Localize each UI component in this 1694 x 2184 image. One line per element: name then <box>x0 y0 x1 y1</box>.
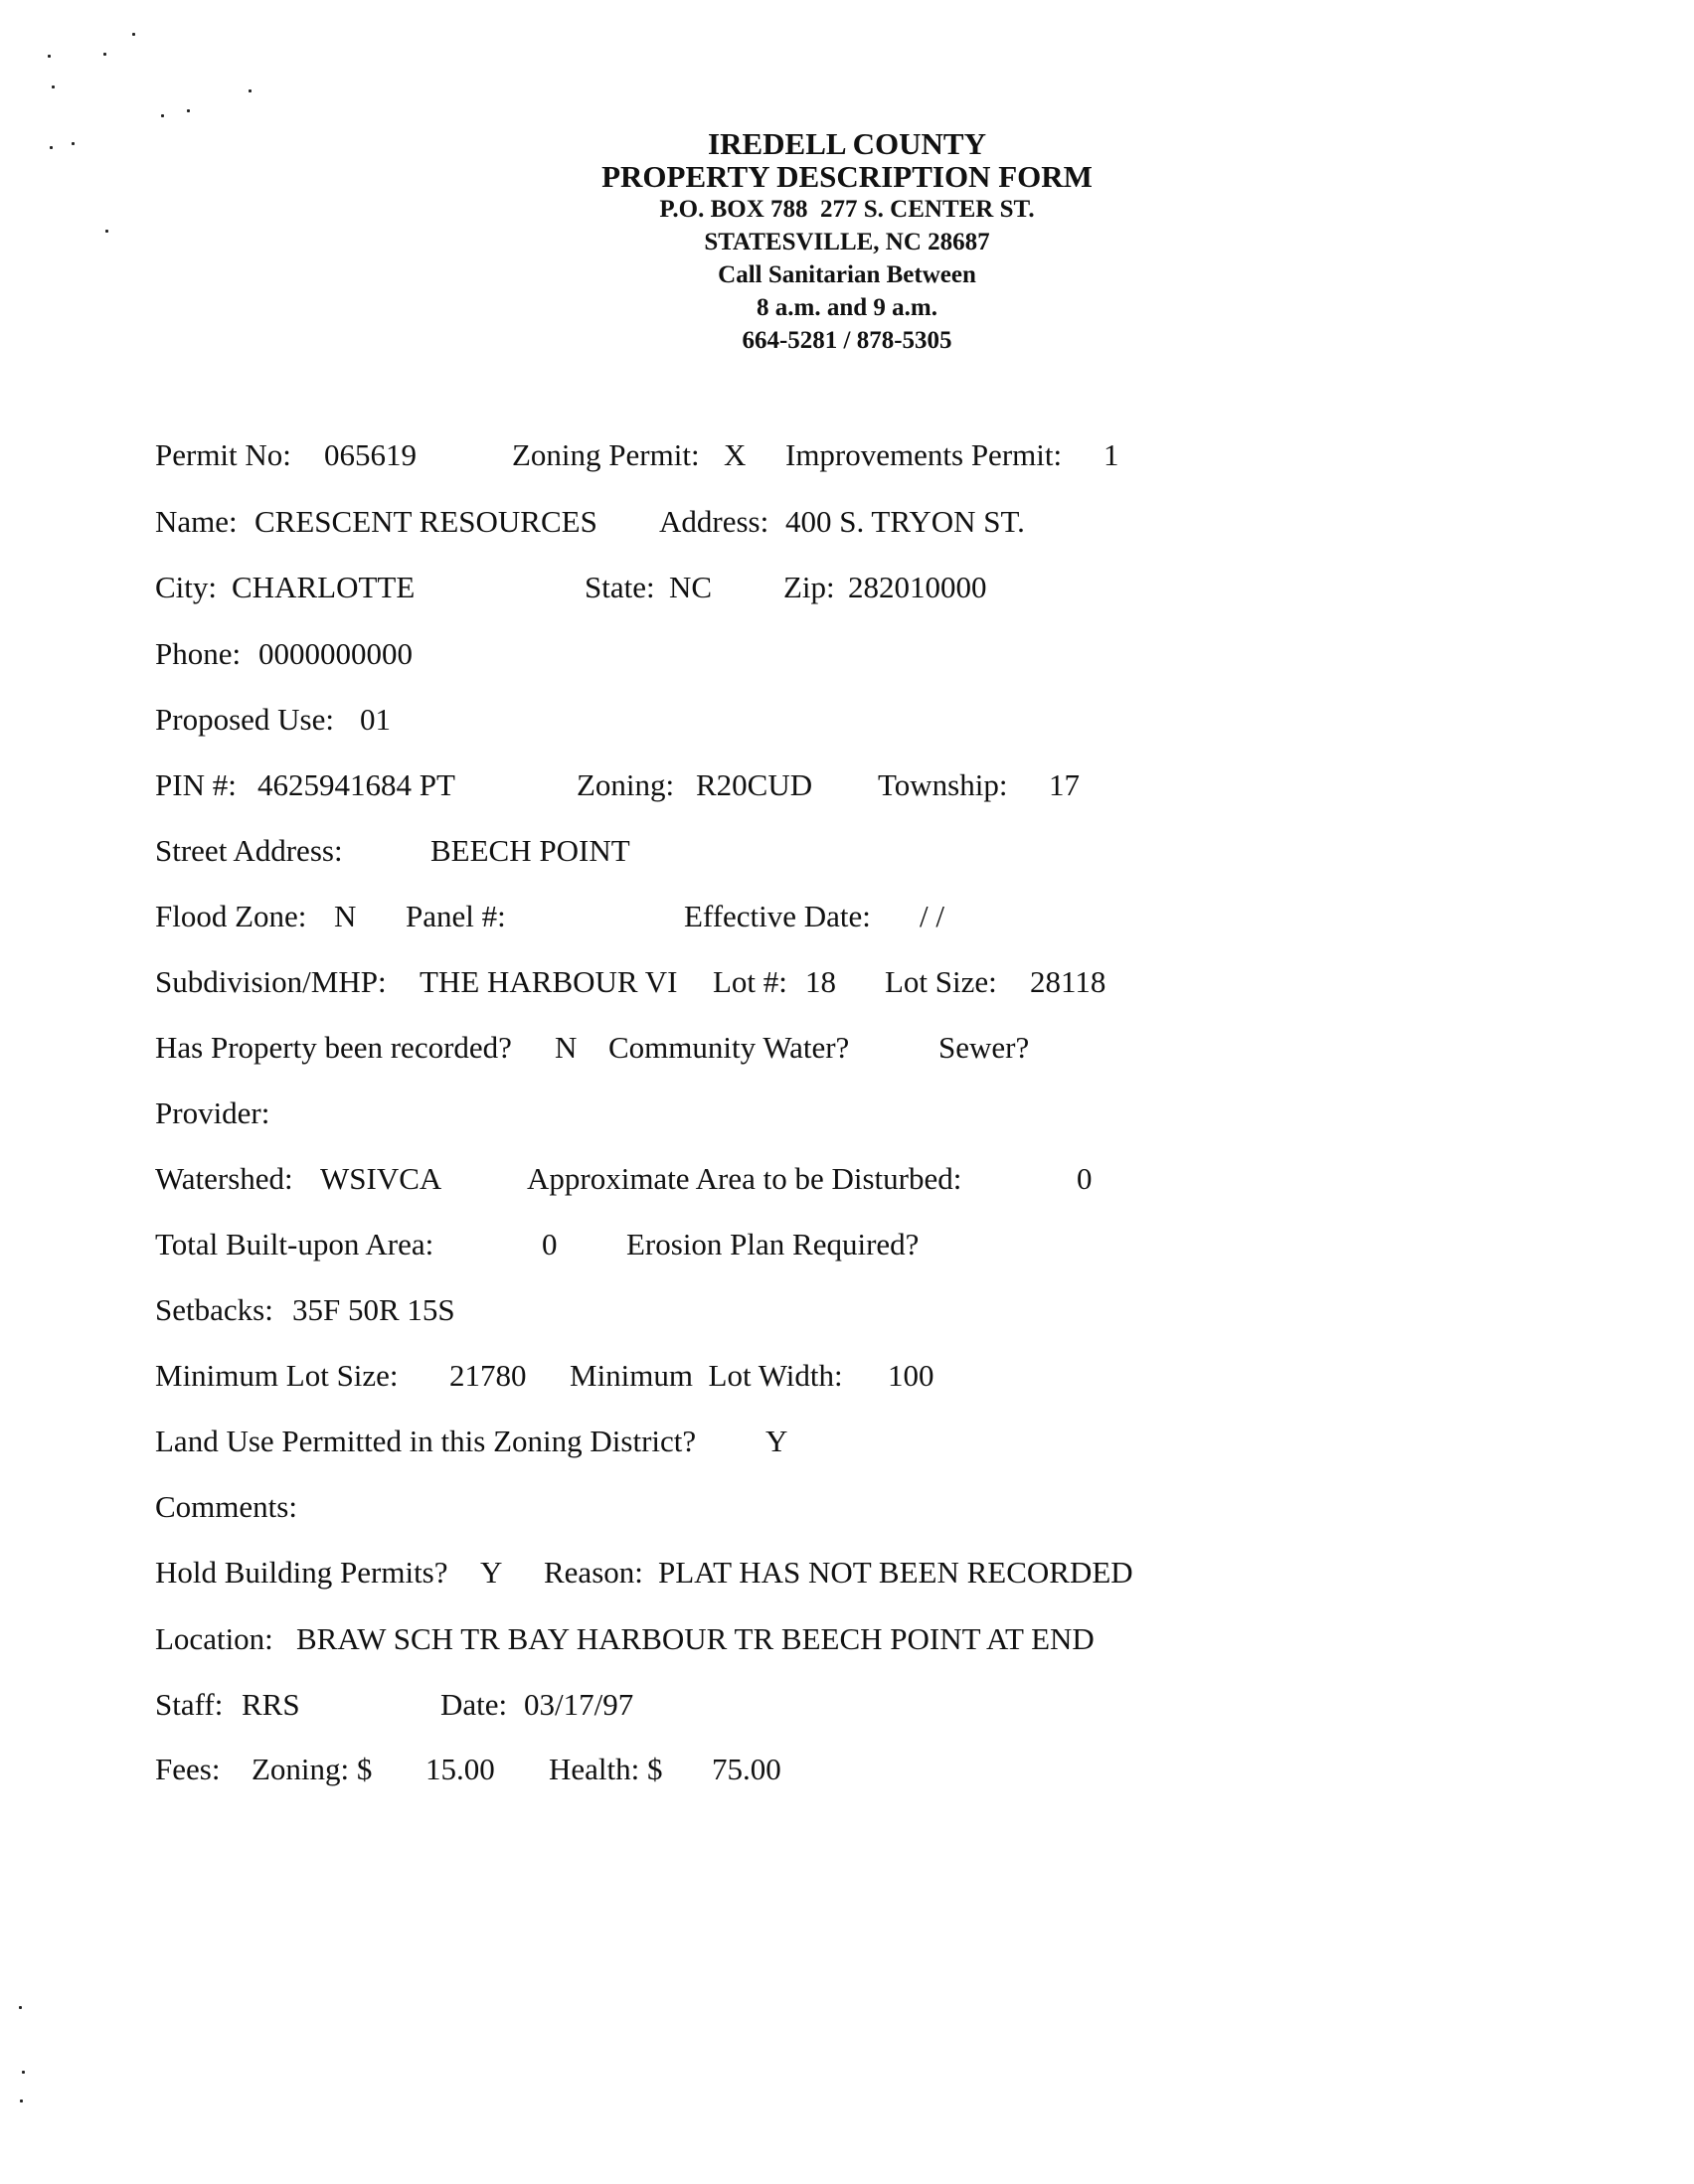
provider-label: Provider: <box>155 1095 270 1130</box>
watershed-label: Watershed: <box>155 1161 293 1196</box>
scan-speck <box>103 53 106 56</box>
row-hold-permits <box>0 1555 1694 1595</box>
area-disturbed-label: Approximate Area to be Disturbed: <box>527 1161 962 1196</box>
recorded-label: Has Property been recorded? <box>155 1030 512 1065</box>
row-proposed-use <box>0 702 1694 742</box>
phone-value: 0000000000 <box>258 636 413 671</box>
scan-speck <box>132 33 135 36</box>
min-lot-width-value: 100 <box>888 1358 934 1393</box>
fees-label: Fees: <box>155 1752 221 1786</box>
row-pin <box>0 767 1694 807</box>
street-address-value: BEECH POINT <box>430 833 630 868</box>
row-land-use <box>0 1424 1694 1463</box>
scan-speck <box>187 109 190 112</box>
lot-size-label: Lot Size: <box>885 964 997 999</box>
setbacks-value: 35F 50R 15S <box>292 1292 455 1327</box>
min-lot-size-label: Minimum Lot Size: <box>155 1358 399 1393</box>
lot-no-value: 18 <box>805 964 836 999</box>
scan-speck <box>72 142 75 145</box>
row-name <box>0 504 1694 544</box>
city-label: City: <box>155 570 218 604</box>
scan-speck <box>19 2006 22 2009</box>
recorded-value: N <box>555 1030 578 1065</box>
state-value: NC <box>669 570 713 604</box>
community-water-label: Community Water? <box>608 1030 850 1065</box>
phone-label: Phone: <box>155 636 242 671</box>
subdivision-value: THE HARBOUR VI <box>420 964 678 999</box>
lot-no-label: Lot #: <box>713 964 787 999</box>
call-note: Call Sanitarian Between <box>718 261 976 288</box>
staff-value: RRS <box>242 1687 300 1722</box>
row-permit <box>0 437 1694 477</box>
zoning-permit-value: X <box>724 437 747 472</box>
land-use-label: Land Use Permitted in this Zoning District? <box>155 1424 697 1458</box>
name-label: Name: <box>155 504 238 539</box>
proposed-use-value: 01 <box>360 702 391 737</box>
county-name: IREDELL COUNTY <box>708 126 986 161</box>
township-label: Township: <box>878 767 1008 802</box>
call-hours: 8 a.m. and 9 a.m. <box>757 294 937 321</box>
proposed-use-label: Proposed Use: <box>155 702 334 737</box>
zoning-value: R20CUD <box>696 767 813 802</box>
row-location <box>0 1621 1694 1661</box>
scan-speck <box>161 114 164 117</box>
land-use-value: Y <box>765 1424 788 1458</box>
scan-speck <box>249 89 252 92</box>
date-value: 03/17/97 <box>524 1687 634 1722</box>
row-built-upon <box>0 1227 1694 1266</box>
watershed-value: WSIVCA <box>320 1161 442 1196</box>
area-disturbed-value: 0 <box>1077 1161 1093 1196</box>
comments-label: Comments: <box>155 1489 297 1524</box>
lot-size-value: 28118 <box>1030 964 1106 999</box>
state-label: State: <box>585 570 655 604</box>
fee-health-value: 75.00 <box>712 1752 781 1786</box>
date-label: Date: <box>440 1687 508 1722</box>
row-provider <box>0 1095 1694 1135</box>
row-city <box>0 570 1694 609</box>
built-upon-value: 0 <box>542 1227 558 1261</box>
row-setbacks <box>0 1292 1694 1332</box>
row-watershed <box>0 1161 1694 1201</box>
fee-zoning-label: Zoning: $ <box>252 1752 373 1786</box>
effective-date-label: Effective Date: <box>684 899 871 933</box>
improvements-permit-value: 1 <box>1103 437 1119 472</box>
contact-phones: 664-5281 / 878-5305 <box>742 327 952 354</box>
reason-value: PLAT HAS NOT BEEN RECORDED <box>658 1555 1133 1590</box>
sewer-label: Sewer? <box>938 1030 1030 1065</box>
scan-speck <box>22 2071 25 2074</box>
effective-date-value: / / <box>920 899 944 933</box>
row-recorded <box>0 1030 1694 1070</box>
location-value: BRAW SCH TR BAY HARBOUR TR BEECH POINT AT END <box>296 1621 1095 1656</box>
scan-speck <box>105 230 108 233</box>
zip-value: 282010000 <box>848 570 987 604</box>
pin-label: PIN #: <box>155 767 237 802</box>
subdivision-label: Subdivision/MHP: <box>155 964 387 999</box>
min-lot-size-value: 21780 <box>449 1358 527 1393</box>
permit-no-label: Permit No: <box>155 437 291 472</box>
zoning-label: Zoning: <box>577 767 675 802</box>
hold-permits-value: Y <box>480 1555 503 1590</box>
city-value: CHARLOTTE <box>232 570 416 604</box>
form-header <box>0 127 1694 357</box>
hold-permits-label: Hold Building Permits? <box>155 1555 448 1590</box>
po-box-address: P.O. BOX 788 277 S. CENTER ST. <box>659 196 1035 223</box>
staff-label: Staff: <box>155 1687 224 1722</box>
fee-zoning-value: 15.00 <box>425 1752 495 1786</box>
row-phone <box>0 636 1694 676</box>
scan-speck <box>48 55 51 58</box>
min-lot-width-label: Minimum Lot Width: <box>570 1358 843 1393</box>
city-state-zip: STATESVILLE, NC 28687 <box>704 229 990 255</box>
scan-speck <box>20 2100 23 2102</box>
address-label: Address: <box>659 504 769 539</box>
setbacks-label: Setbacks: <box>155 1292 273 1327</box>
flood-zone-value: N <box>334 899 357 933</box>
pin-value: 4625941684 PT <box>257 767 455 802</box>
row-staff-date <box>0 1687 1694 1727</box>
row-street-address <box>0 833 1694 873</box>
location-label: Location: <box>155 1621 273 1656</box>
row-subdivision <box>0 964 1694 1004</box>
row-fees <box>0 1752 1694 1791</box>
reason-label: Reason: <box>544 1555 643 1590</box>
township-value: 17 <box>1049 767 1080 802</box>
form-title: PROPERTY DESCRIPTION FORM <box>601 159 1093 194</box>
row-flood-zone <box>0 899 1694 938</box>
name-value: CRESCENT RESOURCES <box>254 504 597 539</box>
built-upon-label: Total Built-upon Area: <box>155 1227 434 1261</box>
zoning-permit-label: Zoning Permit: <box>512 437 700 472</box>
scan-speck <box>52 85 55 88</box>
panel-label: Panel #: <box>406 899 506 933</box>
scan-speck <box>50 146 53 149</box>
row-comments <box>0 1489 1694 1529</box>
row-min-lot <box>0 1358 1694 1398</box>
permit-no-value: 065619 <box>324 437 417 472</box>
zip-label: Zip: <box>783 570 835 604</box>
street-address-label: Street Address: <box>155 833 343 868</box>
improvements-permit-label: Improvements Permit: <box>785 437 1063 472</box>
flood-zone-label: Flood Zone: <box>155 899 307 933</box>
address-value: 400 S. TRYON ST. <box>785 504 1025 539</box>
fee-health-label: Health: $ <box>549 1752 663 1786</box>
erosion-plan-label: Erosion Plan Required? <box>626 1227 920 1261</box>
